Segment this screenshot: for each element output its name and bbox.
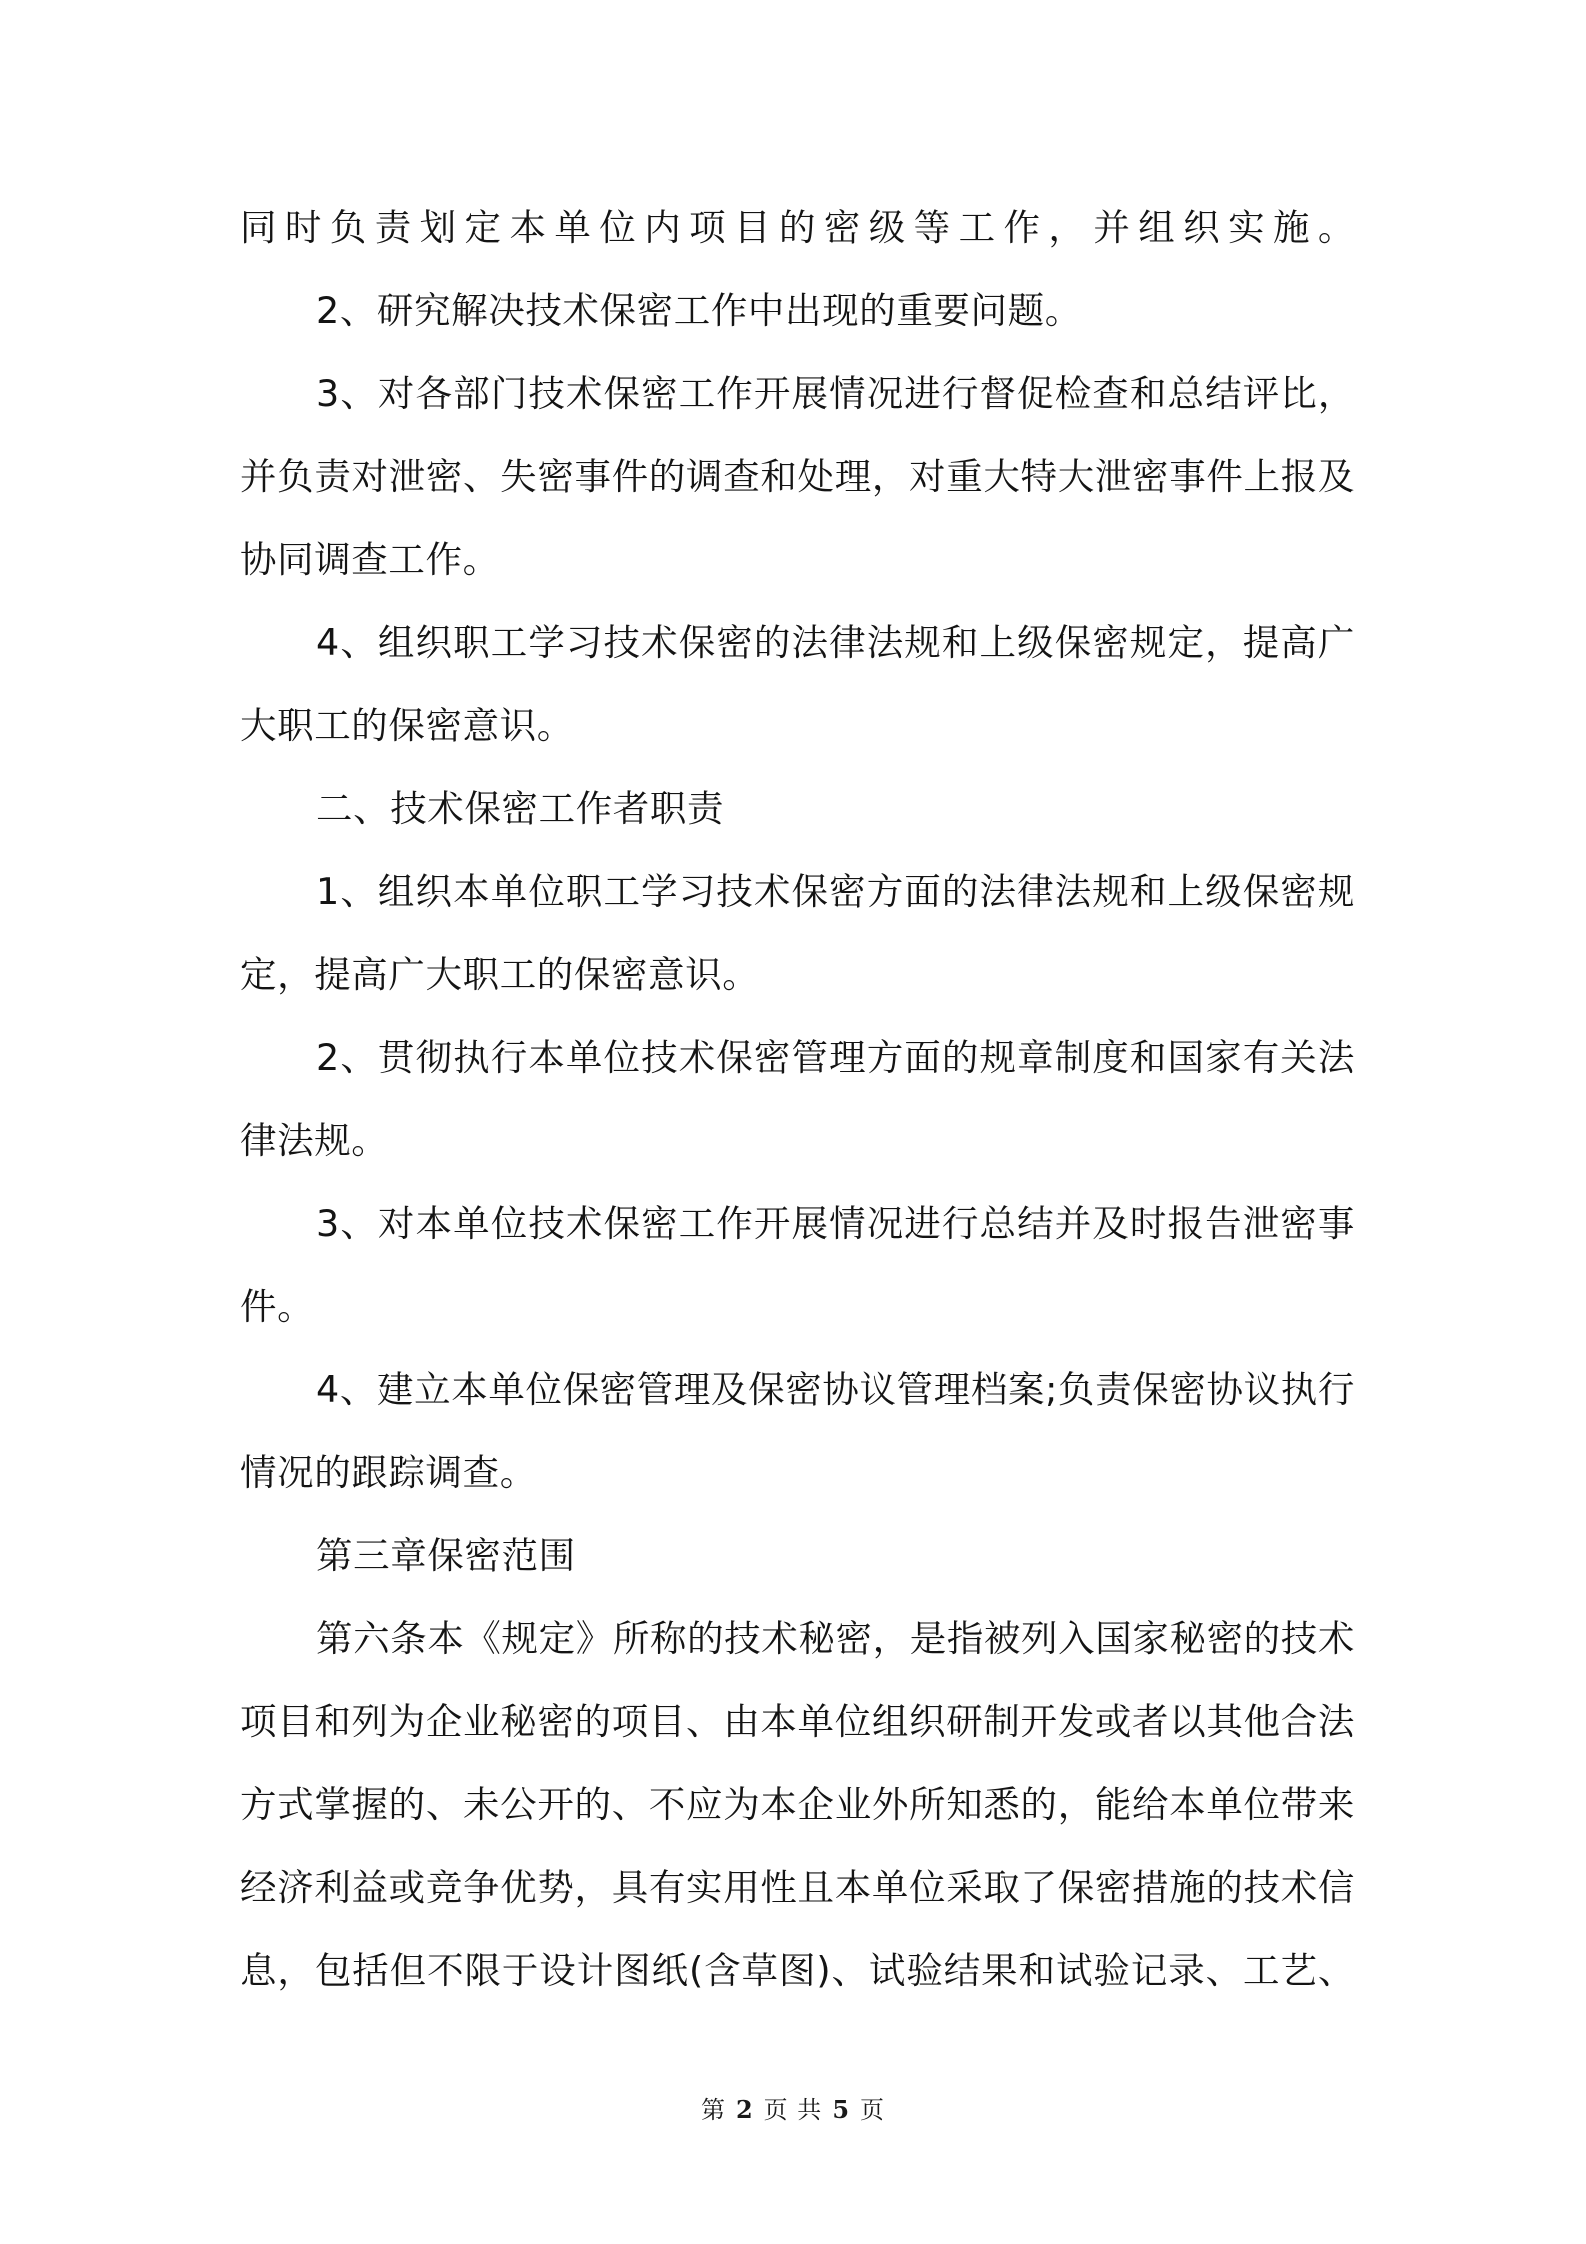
text-line: 2、贯彻执行本单位技术保密管理方面的规章制度和国家有关法 — [316, 1036, 1355, 1079]
text-line: 并负责对泄密、失密事件的调查和处理，对重大特大泄密事件上报及 — [240, 455, 1355, 498]
text-line: 经济利益或竞争优势，具有实用性且本单位采取了保密措施的技术信 — [240, 1866, 1355, 1909]
text-line: 件。 — [240, 1285, 315, 1328]
text-line: 协同调查工作。 — [240, 538, 500, 581]
text-line: 定，提高广大职工的保密意识。 — [240, 953, 760, 996]
text-line: 3、对各部门技术保密工作开展情况进行督促检查和总结评比， — [316, 372, 1355, 415]
text-line: 息，包括但不限于设计图纸(含草图)、试验结果和试验记录、工艺、 — [240, 1949, 1355, 1992]
footer-suffix: 页 — [860, 2096, 886, 2124]
text-line: 2、研究解决技术保密工作中出现的重要问题。 — [316, 289, 1082, 332]
text-line: 4、建立本单位保密管理及保密协议管理档案;负责保密协议执行 — [316, 1368, 1355, 1411]
section-heading: 二、技术保密工作者职责 — [316, 787, 725, 830]
text-line: 大职工的保密意识。 — [240, 704, 574, 747]
text-line: 4、组织职工学习技术保密的法律法规和上级保密规定，提高广 — [316, 621, 1355, 664]
text-line: 1、组织本单位职工学习技术保密方面的法律法规和上级保密规 — [316, 870, 1355, 913]
total-page-number: 5 — [832, 2095, 851, 2124]
text-line: 情况的跟踪调查。 — [240, 1451, 537, 1494]
text-line: 3、对本单位技术保密工作开展情况进行总结并及时报告泄密事 — [316, 1202, 1355, 1245]
text-line: 律法规。 — [240, 1119, 389, 1162]
text-line: 同时负责划定本单位内项目的密级等工作，并组织实施。 — [240, 206, 1355, 249]
text-line: 方式掌握的、未公开的、不应为本企业外所知悉的，能给本单位带来 — [240, 1783, 1355, 1826]
footer-middle: 页 共 — [763, 2096, 823, 2124]
chapter-heading: 第三章保密范围 — [316, 1534, 576, 1577]
text-line: 第六条本《规定》所称的技术秘密，是指被列入国家秘密的技术 — [316, 1617, 1355, 1660]
current-page-number: 2 — [735, 2095, 754, 2124]
text-line: 项目和列为企业秘密的项目、由本单位组织研制开发或者以其他合法 — [240, 1700, 1355, 1743]
footer-prefix: 第 — [700, 2096, 726, 2124]
page-footer — [0, 2092, 1586, 2128]
